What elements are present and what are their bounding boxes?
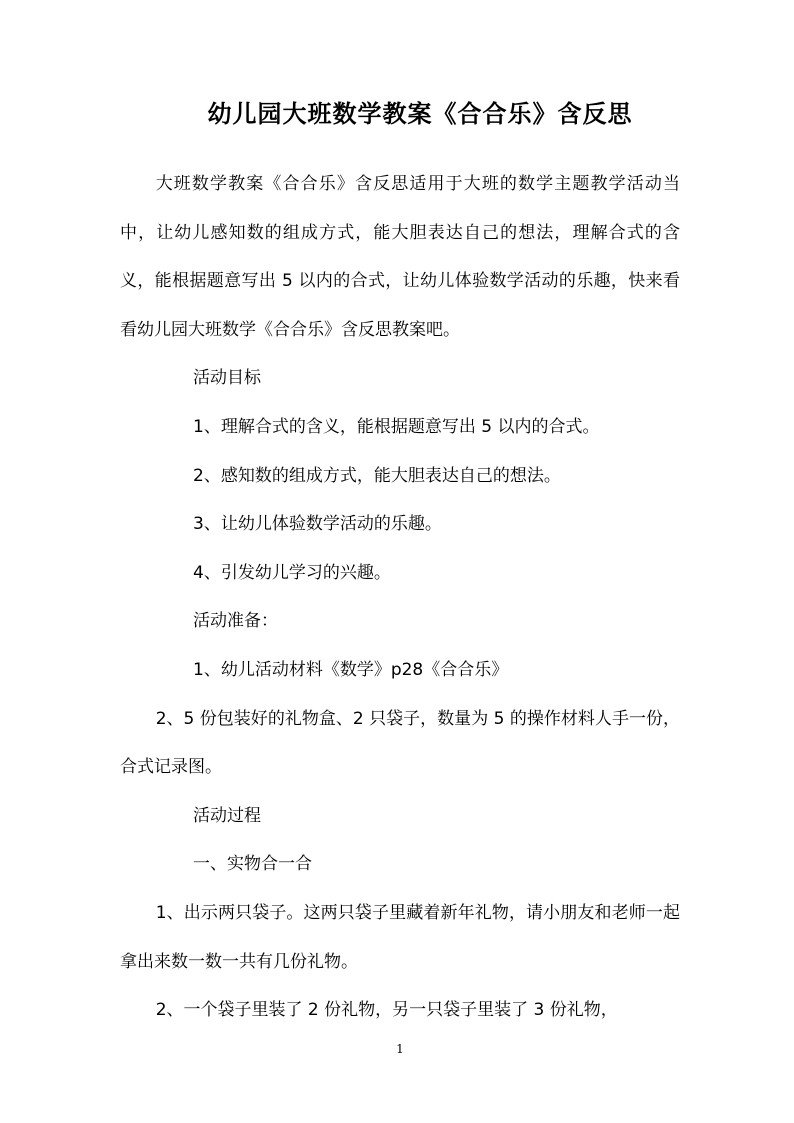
- intro-paragraph: 大班数学教案《合合乐》含反思适用于大班的数学主题教学活动当中，让幼儿感知数的组成方式，能大胆表达自己的想法，理解合式的含义，能根据题意写出 5 以内的合式，让幼儿体验数学活动的乐趣，快来看看幼儿园大班数学《合合乐》含反思教案吧。: [120, 174, 680, 340]
- process-subheading: 一、实物合一合: [193, 854, 312, 875]
- preparation-item: 1、幼儿活动材料《数学》p28《合合乐》: [193, 659, 509, 680]
- preparation-item: 2、5 份包装好的礼物盒、2 只袋子，数量为 5 的操作材料人手一份，合式记录图。: [120, 708, 680, 778]
- process-step: 1、出示两只袋子。这两只袋子里藏着新年礼物，请小朋友和老师一起拿出来数一数一共有几份礼物。: [120, 902, 680, 972]
- page-number: 1: [396, 1042, 404, 1056]
- section-heading-goals: 活动目标: [193, 368, 261, 389]
- document-body: [120, 160, 680, 1035]
- process-step: 2、一个袋子里装了 2 份礼物，另一只袋子里装了 3 份礼物，: [155, 1000, 618, 1021]
- section-heading-process: 活动过程: [193, 805, 261, 826]
- goal-item: 2、感知数的组成方式，能大胆表达自己的想法。: [193, 465, 561, 486]
- section-heading-preparation: 活动准备：: [193, 611, 278, 632]
- goal-item: 4、引发幼儿学习的兴趣。: [193, 562, 391, 583]
- document-title: 幼儿园大班数学教案《合合乐》含反思: [207, 99, 633, 128]
- goal-item: 3、让幼儿体验数学活动的乐趣。: [193, 514, 442, 535]
- goal-item: 1、理解合式的含义，能根据题意写出 5 以内的合式。: [193, 416, 600, 437]
